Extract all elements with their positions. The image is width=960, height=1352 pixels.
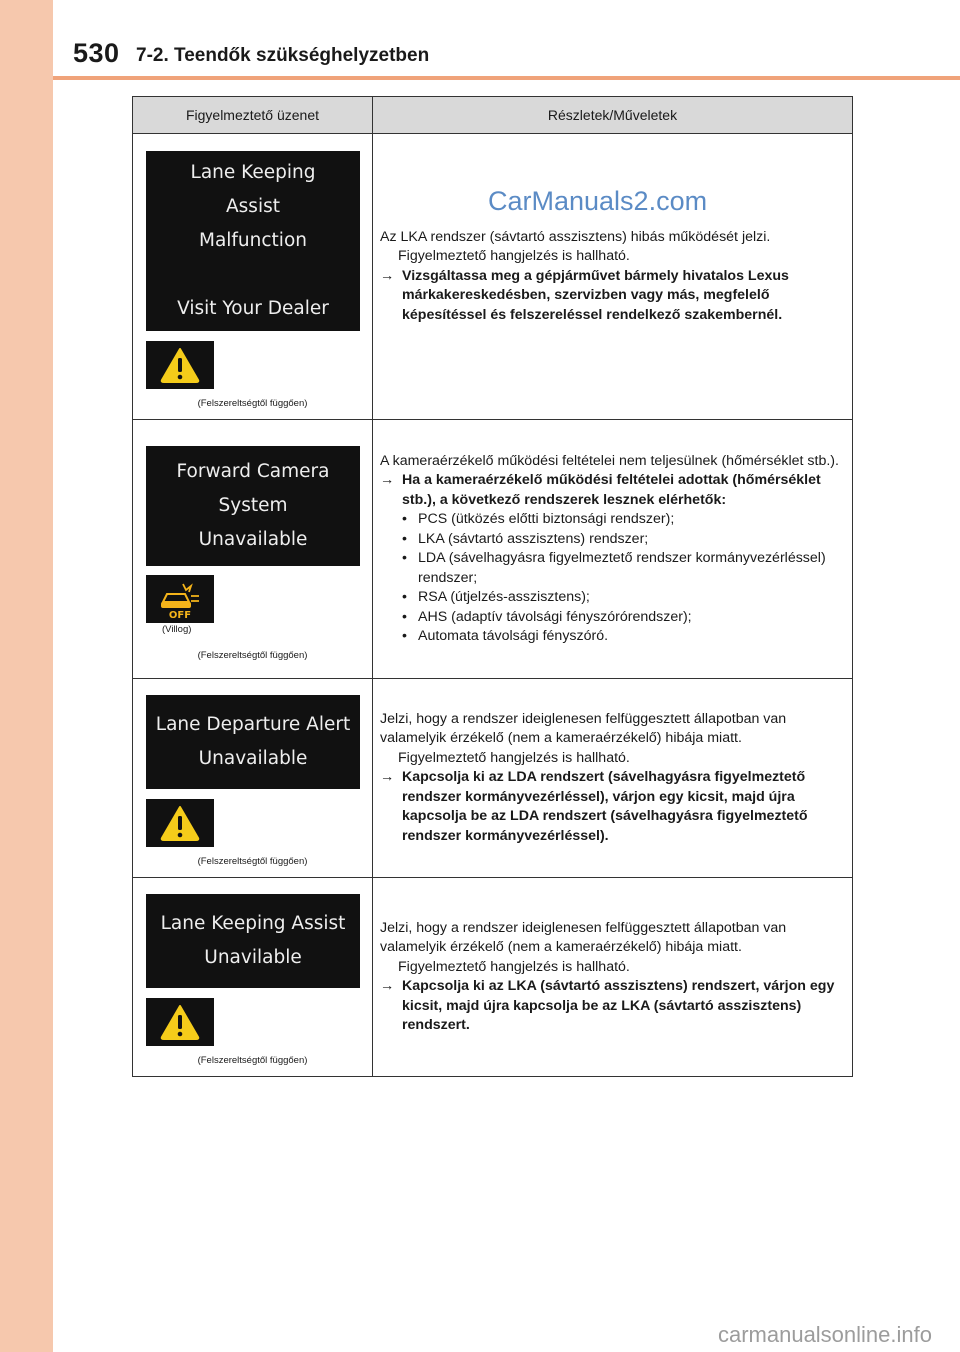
- watermark: CarManuals2.com: [488, 186, 708, 216]
- display-line: Visit Your Dealer: [177, 298, 329, 319]
- pcs-off-icon: [146, 575, 214, 623]
- description-text: Az LKA rendszer (sávtartó asszisztens) hibás működését jelzi.: [380, 228, 771, 245]
- action-instruction: [380, 267, 840, 326]
- description-text: Jelzi, hogy a rendszer ideiglenesen felfüggesztett állapotban van valamelyik érzékelő (nem a kameraérzékelő) hibája miatt.: [380, 919, 787, 955]
- details-cell: [373, 420, 853, 679]
- description-text: Figyelmeztető hangjelzés is hallható.: [398, 248, 630, 265]
- bullet-icon: •: [402, 589, 407, 605]
- display-line: Unavilable: [204, 947, 302, 968]
- column-header-details: Részletek/Műveletek: [373, 97, 853, 134]
- bullet-icon: •: [402, 530, 407, 547]
- display-line: Assist: [226, 196, 280, 217]
- bullet-icon: •: [402, 628, 407, 644]
- table-row: [133, 878, 853, 1077]
- details-cell: [373, 878, 853, 1077]
- table-row: [133, 420, 853, 679]
- message-cell: [133, 134, 373, 420]
- message-cell: [133, 679, 373, 878]
- action-text: Ha a kameraérzékelő működési feltételei adottak (hőmérséklet stb.), a következő rendszerek lesznek elérhetők:: [402, 472, 821, 508]
- bullet-icon: •: [402, 511, 407, 527]
- description-text: A kameraérzékelő működési feltételei nem teljesülnek (hőmérséklet stb.).: [380, 452, 839, 469]
- equipment-note: (Felszereltségtől függően): [197, 398, 308, 409]
- list-item: [402, 510, 840, 530]
- details-cell: [373, 679, 853, 878]
- warning-triangle-icon: [146, 341, 214, 389]
- display-message: [146, 446, 360, 566]
- arrow-icon: →: [380, 472, 395, 488]
- available-systems-list: [380, 510, 840, 647]
- display-line: Unavailable: [198, 748, 308, 769]
- column-header-message: Figyelmeztető üzenet: [133, 97, 373, 134]
- display-line: Unavailable: [198, 529, 308, 550]
- table-header-row: [133, 97, 853, 134]
- list-item: [402, 530, 840, 550]
- arrow-icon: →: [380, 769, 395, 786]
- display-line: Lane Keeping: [190, 162, 316, 183]
- list-item-text: LKA (sávtartó asszisztens) rendszer;: [418, 530, 649, 547]
- display-message: [146, 151, 360, 331]
- blink-note: (Villog): [162, 624, 192, 635]
- display-message: [146, 695, 360, 789]
- equipment-note: (Felszereltségtől függően): [197, 856, 308, 867]
- description-text: Figyelmeztető hangjelzés is hallható.: [398, 958, 630, 975]
- action-text: Kapcsolja ki az LKA (sávtartó asszisztens) rendszert, várjon egy kicsit, majd újra kapcsolja be az LKA (sávtartó asszisztens) rendszert.: [402, 978, 835, 1033]
- list-item: [402, 627, 840, 647]
- display-line: Lane Departure Alert: [155, 714, 351, 735]
- list-item-text: RSA (útjelzés-asszisztens);: [418, 589, 590, 605]
- list-item-text: AHS (adaptív távolsági fényszórórendszer);: [418, 608, 692, 625]
- list-item-text: Automata távolsági fényszóró.: [418, 628, 609, 644]
- display-line: Lane Keeping Assist: [160, 913, 346, 934]
- action-instruction: [380, 471, 840, 510]
- action-text: Kapcsolja ki az LDA rendszert (sávelhagyásra figyelmeztető rendszer kormányvezérléssel), várjon egy kicsit, majd újra kapcsolja be az LDA rendszert (sávelhagyásra figyelmeztető rendszer kormányvezérléssel).: [402, 769, 808, 844]
- header-rule: [53, 76, 960, 80]
- list-item: [402, 588, 840, 608]
- arrow-icon: →: [380, 267, 395, 284]
- description-text: Figyelmeztető hangjelzés is hallható.: [398, 749, 630, 766]
- arrow-icon: →: [380, 978, 395, 994]
- list-item: [402, 608, 840, 628]
- warning-triangle-icon: [146, 799, 214, 847]
- description-text: Jelzi, hogy a rendszer ideiglenesen felfüggesztett állapotban van valamelyik érzékelő (nem a kameraérzékelő) hibája miatt.: [380, 710, 787, 747]
- page-number: 530: [73, 38, 120, 68]
- icon-off-label: OFF: [168, 610, 192, 620]
- message-cell: [133, 878, 373, 1077]
- display-message: [146, 894, 360, 988]
- action-instruction: [380, 977, 840, 1036]
- bullet-icon: •: [402, 608, 407, 625]
- details-cell: [373, 134, 853, 420]
- list-item: [402, 549, 840, 588]
- display-line: Forward Camera: [176, 461, 330, 482]
- bullet-icon: •: [402, 550, 407, 566]
- display-line: System: [218, 495, 288, 516]
- side-color-strip: [0, 0, 53, 1352]
- warning-triangle-icon: [146, 998, 214, 1046]
- action-text: Vizsgáltassa meg a gépjárművet bármely hivatalos Lexus márkakereskedésben, szervizben vagy más, megfelelő képesítéssel és felszereléssel rendelkező szakembernél.: [402, 267, 789, 323]
- table-row: [133, 679, 853, 878]
- footer-watermark: carmanualsonline.info: [717, 1322, 932, 1347]
- list-item-text: PCS (ütközés előtti biztonsági rendszer);: [418, 511, 675, 527]
- warning-message-table: [132, 96, 853, 1077]
- message-cell: [133, 420, 373, 679]
- display-line: Malfunction: [198, 230, 307, 251]
- equipment-note: (Felszereltségtől függően): [197, 1055, 308, 1066]
- equipment-note: (Felszereltségtől függően): [197, 650, 308, 661]
- list-item-text: LDA (sávelhagyásra figyelmeztető rendszer kormányvezérléssel) rendszer;: [418, 550, 826, 586]
- action-instruction: [380, 768, 840, 846]
- table-row: [133, 134, 853, 420]
- section-title: 7-2. Teendők szükséghelyzetben: [136, 45, 430, 66]
